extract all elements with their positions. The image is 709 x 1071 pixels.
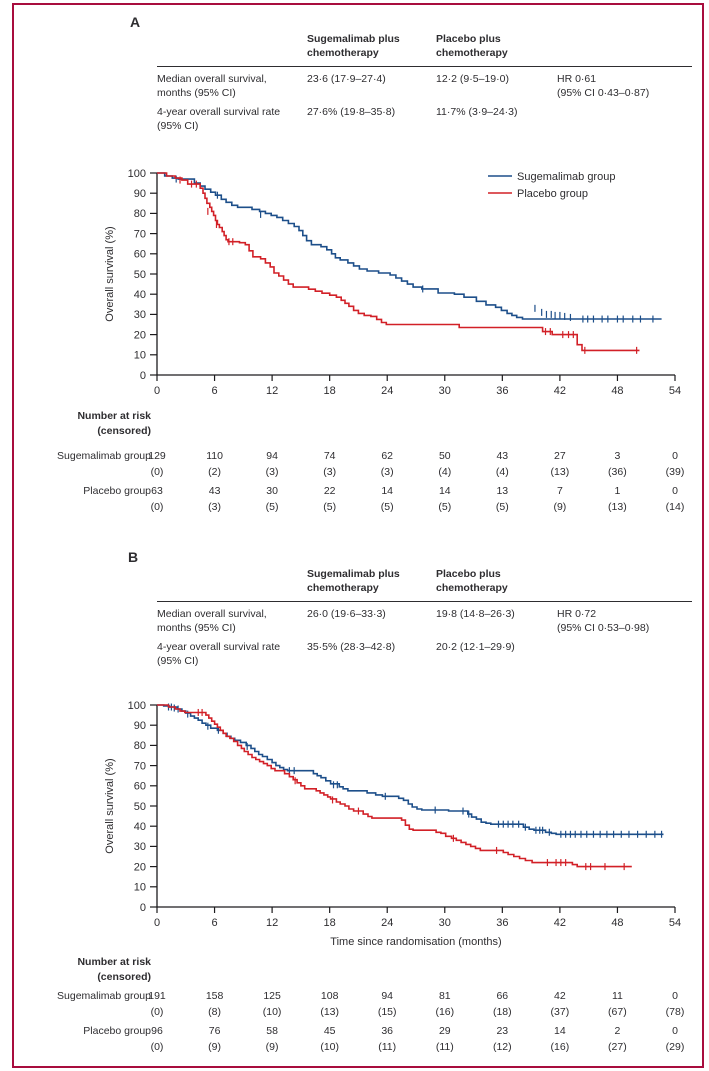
censored-count: (5) bbox=[323, 501, 337, 513]
axes bbox=[157, 173, 675, 375]
censored-count: (9) bbox=[265, 1041, 279, 1053]
summary-table-a-header bbox=[157, 33, 692, 67]
censored-count: (14) bbox=[665, 501, 685, 513]
panel-a-label: A bbox=[130, 14, 141, 30]
empty-cell bbox=[557, 106, 692, 134]
y-axis-title: Overall survival (%) bbox=[104, 758, 116, 854]
table-row bbox=[157, 100, 692, 134]
hr-ci: (95% CI 0·43–0·87) bbox=[557, 86, 650, 99]
x-tick-label: 0 bbox=[153, 385, 161, 397]
panel-b-label: B bbox=[128, 549, 139, 565]
y-tick-label: 60 bbox=[133, 780, 146, 793]
column-header-sugemalimab: Sugemalimab plus chemotherapy bbox=[307, 568, 400, 594]
y-tick-label: 90 bbox=[133, 188, 146, 200]
censored-count: (0) bbox=[150, 1006, 164, 1018]
legend-label: Sugemalimab group bbox=[517, 171, 616, 183]
median-os-placebo: 19·8 (14·8–26·3) bbox=[436, 607, 515, 620]
x-axis-title: Time since randomisation (months) bbox=[330, 936, 502, 948]
risk-count: 43 bbox=[496, 450, 509, 462]
risk-count: 94 bbox=[266, 450, 278, 462]
x-tick-label: 12 bbox=[265, 385, 279, 397]
row-label-median-os: Median overall survival, months (95% CI) bbox=[157, 607, 267, 634]
censored-title: (censored) bbox=[97, 971, 151, 983]
censored-count: (3) bbox=[323, 466, 337, 478]
risk-count: 11 bbox=[611, 990, 623, 1002]
x-tick-label: 36 bbox=[496, 385, 509, 397]
hr-value: HR 0·61 bbox=[557, 72, 597, 85]
y-tick-label: 0 bbox=[139, 901, 146, 914]
risk-count: 27 bbox=[554, 450, 566, 462]
risk-count: 94 bbox=[381, 990, 394, 1002]
y-tick-label: 50 bbox=[133, 800, 146, 813]
y-tick-label: 50 bbox=[133, 268, 146, 281]
risk-count: 3 bbox=[614, 450, 621, 462]
x-tick-label: 6 bbox=[211, 917, 218, 929]
x-tick-label: 12 bbox=[265, 917, 279, 929]
risk-count: 2 bbox=[614, 1025, 621, 1037]
km-plot-a bbox=[0, 158, 709, 408]
censored-count: (4) bbox=[438, 466, 452, 478]
column-header-sugemalimab: Sugemalimab plus chemotherapy bbox=[307, 33, 400, 59]
table-row bbox=[157, 67, 692, 101]
risk-count: 110 bbox=[206, 450, 223, 462]
y-tick-label: 30 bbox=[133, 309, 146, 322]
table-row bbox=[157, 635, 692, 669]
censored-count: (16) bbox=[435, 1006, 455, 1018]
x-tick-label: 0 bbox=[153, 917, 161, 929]
risk-count: 23 bbox=[496, 1025, 509, 1037]
risk-count: 14 bbox=[438, 485, 451, 497]
summary-table-a bbox=[157, 33, 692, 134]
number-at-risk-title: Number at risk bbox=[77, 410, 151, 422]
4yr-os-placebo: 11·7% (3·9–24·3) bbox=[436, 106, 518, 119]
legend-label: Placebo group bbox=[517, 188, 588, 200]
censored-count: (27) bbox=[608, 1041, 627, 1053]
censored-count: (3) bbox=[380, 466, 394, 478]
row-label-median-os: Median overall survival, months (95% CI) bbox=[157, 72, 267, 99]
y-tick-label: 10 bbox=[133, 881, 146, 894]
risk-count: 42 bbox=[554, 990, 566, 1002]
risk-count: 50 bbox=[438, 450, 451, 462]
risk-row-label-sugemalimab: Sugemalimab group bbox=[57, 450, 151, 462]
risk-count: 14 bbox=[554, 1025, 566, 1037]
risk-count: 158 bbox=[205, 990, 224, 1002]
censored-count: (39) bbox=[665, 466, 685, 478]
4yr-os-placebo: 20·2 (12·1–29·9) bbox=[436, 641, 515, 654]
censored-count: (13) bbox=[550, 466, 570, 478]
y-tick-label: 100 bbox=[127, 167, 146, 180]
hazard-ratio bbox=[557, 73, 692, 101]
number-at-risk-title: Number at risk bbox=[77, 956, 151, 968]
empty-header-cell bbox=[557, 568, 692, 596]
risk-count: 45 bbox=[323, 1025, 336, 1037]
censored-count: (0) bbox=[150, 1041, 164, 1053]
median-os-sugemalimab: 26·0 (19·6–33·3) bbox=[307, 607, 386, 620]
y-tick-label: 60 bbox=[133, 248, 146, 261]
risk-count: 29 bbox=[438, 1025, 451, 1037]
risk-count: 1 bbox=[614, 485, 621, 497]
empty-header-cell bbox=[157, 33, 307, 61]
risk-count: 191 bbox=[148, 990, 166, 1002]
censored-count: (11) bbox=[435, 1041, 454, 1053]
risk-count: 58 bbox=[266, 1025, 278, 1037]
y-tick-label: 70 bbox=[133, 760, 146, 773]
axes bbox=[157, 705, 675, 907]
censored-count: (37) bbox=[550, 1006, 570, 1018]
x-tick-label: 18 bbox=[323, 917, 336, 929]
y-tick-label: 20 bbox=[133, 861, 146, 874]
censored-count: (16) bbox=[550, 1041, 570, 1053]
censored-count: (0) bbox=[150, 466, 164, 478]
x-tick-label: 24 bbox=[381, 917, 394, 929]
column-header-placebo: Placebo plus chemotherapy bbox=[436, 33, 508, 59]
4yr-os-sugemalimab: 27·6% (19·8–35·8) bbox=[307, 106, 396, 119]
hr-value: HR 0·72 bbox=[557, 607, 597, 620]
risk-count: 0 bbox=[672, 485, 678, 497]
censored-count: (18) bbox=[492, 1006, 512, 1018]
row-label-4yr-os: 4-year overall survival rate (95% CI) bbox=[157, 106, 281, 133]
y-tick-label: 10 bbox=[133, 349, 146, 362]
censored-count: (0) bbox=[150, 501, 164, 513]
x-tick-label: 42 bbox=[553, 917, 567, 929]
y-axis-title: Overall survival (%) bbox=[104, 226, 116, 322]
risk-count: 13 bbox=[496, 485, 509, 497]
empty-cell bbox=[557, 641, 692, 669]
risk-count: 81 bbox=[438, 990, 451, 1002]
x-tick-label: 30 bbox=[438, 385, 451, 397]
median-os-sugemalimab: 23·6 (17·9–27·4) bbox=[307, 72, 386, 85]
censored-count: (5) bbox=[265, 501, 279, 513]
risk-row-label-placebo: Placebo group bbox=[83, 485, 151, 497]
x-tick-label: 24 bbox=[381, 385, 394, 397]
x-tick-label: 54 bbox=[668, 917, 682, 929]
censored-count: (15) bbox=[377, 1006, 397, 1018]
risk-count: 125 bbox=[263, 990, 281, 1002]
risk-count: 76 bbox=[208, 1025, 221, 1037]
risk-count: 0 bbox=[672, 990, 678, 1002]
x-tick-label: 42 bbox=[553, 385, 567, 397]
censored-count: (29) bbox=[665, 1041, 685, 1053]
censored-count: (5) bbox=[495, 501, 509, 513]
x-tick-label: 18 bbox=[323, 385, 336, 397]
risk-count: 66 bbox=[496, 990, 509, 1002]
x-tick-label: 48 bbox=[611, 385, 624, 397]
censored-count: (9) bbox=[208, 1041, 222, 1053]
risk-count: 0 bbox=[672, 1025, 678, 1037]
x-tick-label: 6 bbox=[211, 385, 218, 397]
censored-count: (3) bbox=[208, 501, 222, 513]
survival-curve-placebo bbox=[157, 705, 632, 867]
empty-header-cell bbox=[557, 33, 692, 61]
y-tick-label: 70 bbox=[133, 228, 146, 241]
censored-count: (78) bbox=[665, 1006, 685, 1018]
risk-count: 43 bbox=[208, 485, 221, 497]
censored-count: (67) bbox=[608, 1006, 627, 1018]
y-tick-label: 40 bbox=[133, 289, 146, 301]
risk-count: 22 bbox=[323, 485, 336, 497]
y-tick-label: 40 bbox=[133, 821, 146, 833]
summary-table-b-header bbox=[157, 568, 692, 602]
censored-count: (3) bbox=[265, 466, 279, 478]
y-tick-label: 90 bbox=[133, 720, 146, 732]
censored-count: (36) bbox=[608, 466, 627, 478]
risk-count: 14 bbox=[381, 485, 394, 497]
censored-count: (9) bbox=[553, 501, 567, 513]
risk-count: 96 bbox=[151, 1025, 163, 1037]
row-label-4yr-os: 4-year overall survival rate (95% CI) bbox=[157, 641, 281, 668]
risk-row-label-placebo: Placebo group bbox=[83, 1025, 151, 1037]
median-os-placebo: 12·2 (9·5–19·0) bbox=[436, 72, 509, 85]
censored-count: (13) bbox=[320, 1006, 340, 1018]
column-header-placebo: Placebo plus chemotherapy bbox=[436, 568, 508, 594]
y-tick-label: 30 bbox=[133, 841, 146, 854]
survival-curve-sugemalimab bbox=[157, 705, 664, 834]
censored-count: (10) bbox=[320, 1041, 340, 1053]
risk-count: 62 bbox=[381, 450, 394, 462]
risk-count: 7 bbox=[556, 485, 563, 497]
risk-count: 108 bbox=[320, 990, 339, 1002]
x-tick-label: 30 bbox=[438, 917, 451, 929]
y-tick-label: 80 bbox=[133, 208, 146, 221]
km-plot-b bbox=[0, 688, 709, 956]
censored-count: (13) bbox=[608, 501, 627, 513]
x-tick-label: 54 bbox=[668, 385, 682, 397]
y-tick-label: 80 bbox=[133, 740, 146, 753]
censored-title: (censored) bbox=[97, 425, 151, 437]
x-tick-label: 36 bbox=[496, 917, 509, 929]
y-tick-label: 100 bbox=[127, 699, 146, 712]
censored-count: (10) bbox=[262, 1006, 282, 1018]
censored-count: (5) bbox=[438, 501, 452, 513]
hr-ci: (95% CI 0·53–0·98) bbox=[557, 621, 650, 634]
censored-count: (12) bbox=[492, 1041, 512, 1053]
risk-count: 0 bbox=[672, 450, 678, 462]
censored-count: (8) bbox=[208, 1006, 222, 1018]
risk-count: 36 bbox=[381, 1025, 394, 1037]
4yr-os-sugemalimab: 35·5% (28·3–42·8) bbox=[307, 641, 396, 654]
censored-count: (2) bbox=[208, 466, 222, 478]
table-row bbox=[157, 602, 692, 636]
risk-count: 63 bbox=[151, 485, 163, 497]
risk-count: 74 bbox=[323, 450, 336, 462]
censored-count: (5) bbox=[380, 501, 394, 513]
risk-count: 129 bbox=[148, 450, 166, 462]
censored-count: (4) bbox=[495, 466, 509, 478]
censored-count: (11) bbox=[378, 1041, 397, 1053]
x-tick-label: 48 bbox=[611, 917, 624, 929]
y-tick-label: 0 bbox=[139, 369, 146, 382]
risk-row-label-sugemalimab: Sugemalimab group bbox=[57, 990, 151, 1002]
summary-table-b bbox=[157, 568, 692, 669]
y-tick-label: 20 bbox=[133, 329, 146, 342]
hazard-ratio bbox=[557, 608, 692, 636]
empty-header-cell bbox=[157, 568, 307, 596]
risk-count: 30 bbox=[266, 485, 278, 497]
